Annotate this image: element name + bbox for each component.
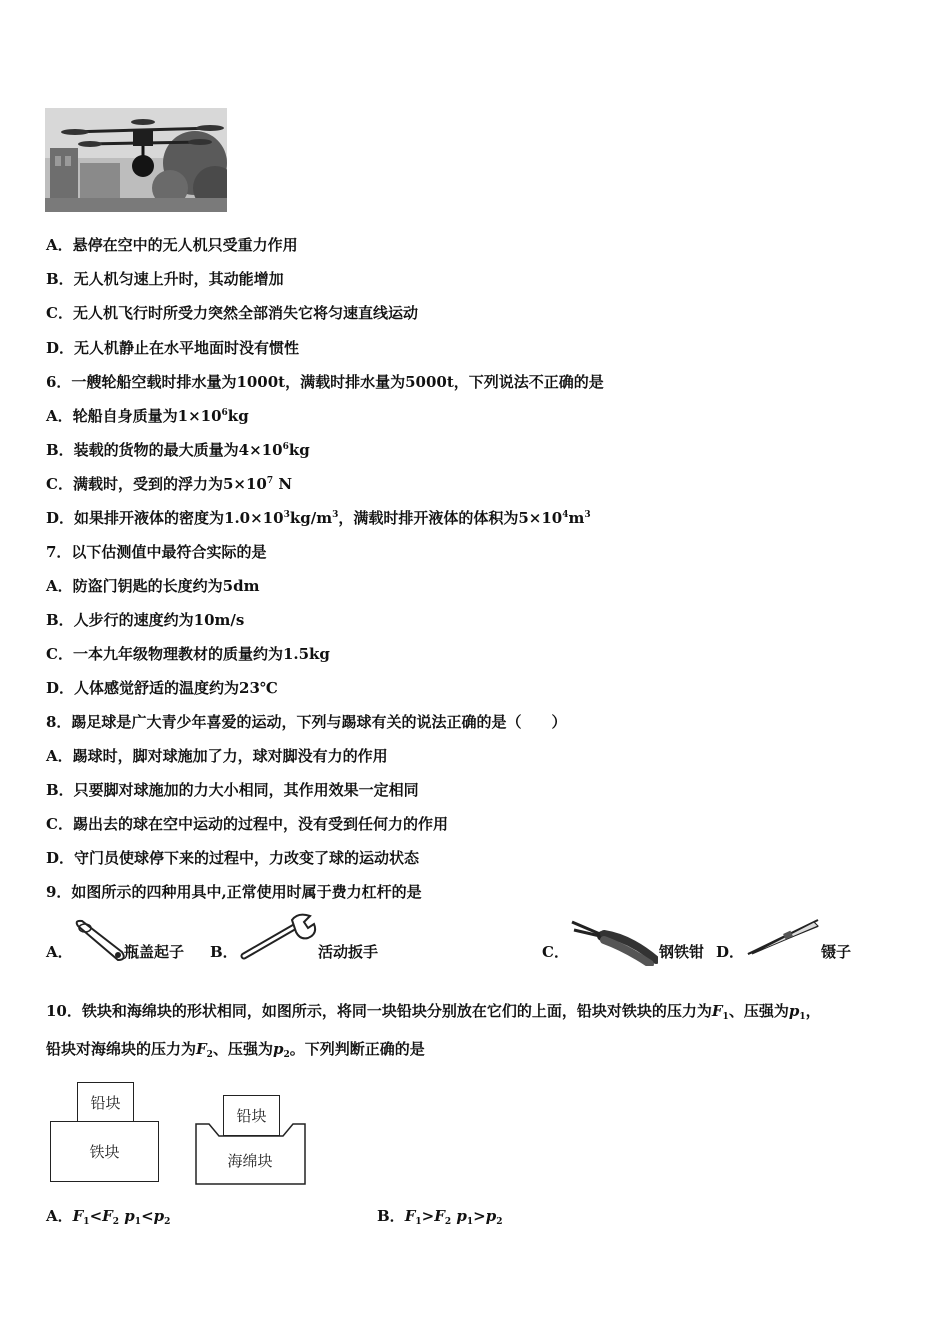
q8-option-d: D．守门员使球停下来的过程中，力改变了球的运动状态 (46, 849, 420, 867)
q9-option-c-label: 钢铁钳 (659, 943, 705, 961)
q7-option-d: D．人体感觉舒适的温度约为23℃ (46, 679, 278, 697)
q10-stem-line2: 铅块对海绵块的压力为$F_2$、压强为$p_2$。下列判断正确的是 (46, 1040, 425, 1060)
lead-block-on-sponge: 铅块 (223, 1095, 280, 1136)
q7-option-c: C．一本九年级物理教材的质量约为1.5kg (46, 645, 330, 663)
q6-option-c: C．满载时，受到的浮力为$5\times 10^7$ N (46, 475, 293, 493)
wrench-icon (238, 912, 320, 968)
q8-stem: 8．踢足球是广大青少年喜爱的运动，下列与踢球有关的说法正确的是（ ） (46, 713, 567, 731)
q7-option-a: A．防盗门钥匙的长度约为5dm (46, 577, 260, 595)
q6-option-b: B．装载的货物的最大质量为$4\times 10^6kg$ (46, 441, 310, 459)
q8-option-b: B．只要脚对球施加的力大小相同，其作用效果一定相同 (46, 781, 419, 799)
pliers-icon (570, 916, 658, 970)
q5-option-d: D．无人机静止在水平地面时没有惯性 (46, 339, 300, 357)
q5-option-b: B．无人机匀速上升时，其动能增加 (46, 270, 284, 288)
drone-photo (45, 108, 227, 212)
q9-option-b-letter: B． (210, 943, 238, 961)
q5-option-a: A．悬停在空中的无人机只受重力作用 (46, 236, 298, 254)
q9-option-c-letter: C． (542, 943, 569, 961)
sponge-label: 海绵块 (227, 1151, 273, 1170)
q10-option-a: A．$F_1<F_2$ $p_1<p_2$ (46, 1207, 171, 1227)
q9-option-d-label: 镊子 (821, 943, 852, 961)
q6-option-d: D．如果排开液体的密度为$1.0\times 10^3kg/m^3$，满载时排开液体的体积为$5\times 10^4m^3$ (46, 509, 591, 527)
q9-option-a-label: 瓶盖起子 (124, 943, 185, 961)
q8-option-c: C．踢出去的球在空中运动的过程中，没有受到任何力的作用 (46, 815, 448, 833)
q8-option-a: A．踢球时，脚对球施加了力，球对脚没有力的作用 (46, 747, 388, 765)
q5-option-c: C．无人机飞行时所受力突然全部消失它将匀速直线运动 (46, 304, 418, 322)
q7-option-b: B．人步行的速度约为10m/s (46, 611, 245, 629)
lead-block-on-iron: 铅块 (77, 1082, 134, 1123)
q6-stem: 6．一艘轮船空载时排水量为1000t，满载时排水量为5000t，下列说法不正确的是 (46, 373, 604, 391)
q9-option-d-letter: D． (716, 943, 745, 961)
q6-option-a: A．轮船自身质量为$1\times 10^6kg$ (46, 407, 249, 425)
q9-option-b-label: 活动扳手 (318, 943, 379, 961)
q9-option-a-letter: A． (46, 943, 73, 961)
q9-stem: 9．如图所示的四种用具中,正常使用时属于费力杠杆的是 (46, 883, 422, 901)
tweezers-icon (744, 914, 822, 964)
q10-option-b: B．$F_1>F_2$ $p_1>p_2$ (377, 1207, 503, 1227)
q10-stem-line1: 10．铁块和海绵块的形状相同，如图所示，将同一块铅块分别放在它们的上面，铅块对铁块的压力为$F_1$、压强为$p_1$， (46, 1002, 821, 1022)
iron-block: 铁块 (50, 1121, 159, 1182)
q7-stem: 7．以下估测值中最符合实际的是 (46, 543, 267, 561)
bottle-opener-icon (72, 918, 128, 968)
